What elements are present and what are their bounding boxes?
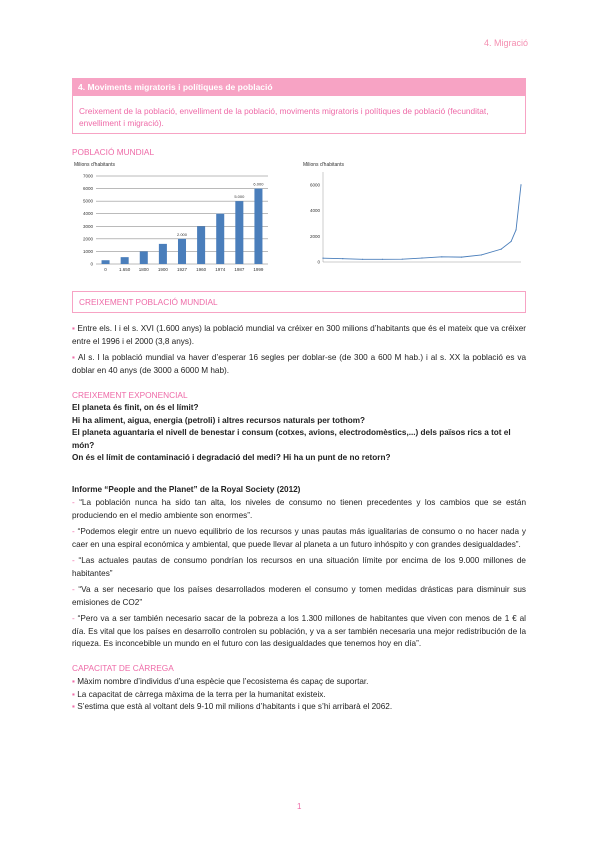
y-tick-label: 4000 <box>309 208 320 214</box>
bar <box>197 226 205 264</box>
data-point <box>402 259 403 260</box>
topic-subtitle: Creixement de la població, envelliment de la població, moviments migratoris i polítiques de població (fecunditat, envelliment i migració). <box>72 96 526 134</box>
creixement-list <box>72 323 526 377</box>
informe-quotes <box>72 497 526 651</box>
data-label: 5.000 <box>234 194 245 200</box>
y-tick-label: 0 <box>90 261 93 267</box>
x-tick-label: 1987 <box>234 267 245 272</box>
informe-title: Informe “People and the Planet” de la Royal Society (2012) <box>72 485 301 494</box>
data-point <box>421 257 422 258</box>
y-tick-label: 5000 <box>82 198 93 204</box>
bar-chart <box>72 158 272 278</box>
bar <box>102 260 110 264</box>
bar <box>121 257 129 264</box>
page-number: 1 <box>297 802 302 811</box>
poblacio-mundial-heading: POBLACIÓ MUNDIAL <box>72 147 155 157</box>
topic-title: 4. Moviments migratoris i polítiques de població <box>72 78 526 96</box>
bar <box>178 239 186 264</box>
data-point <box>501 249 502 250</box>
quote-item: - “Va a ser necesario que los países desarrollados moderen el consumo y tomen medidas drásticas para disminuir sus emisiones de CO2” <box>72 585 526 607</box>
y-tick-label: 1000 <box>82 248 93 254</box>
y-tick-label: 7000 <box>82 173 93 179</box>
carrega-list <box>72 676 526 714</box>
y-tick-label: 6000 <box>82 186 93 192</box>
y-tick-label: 3000 <box>82 223 93 229</box>
x-tick-label: 1.650 <box>119 267 131 272</box>
bar-chart-title: Milions d'habitants <box>74 162 115 168</box>
bar <box>254 189 262 264</box>
bar <box>216 214 224 264</box>
data-point <box>441 256 442 257</box>
quote-item: - “Las actuales pautas de consumo pondrían los recursos en una situación límite por encima de los 9.000 millones de habitantes” <box>72 556 526 578</box>
x-tick-label: 0 <box>104 267 107 272</box>
list-item: El planeta és finit, on és el límit? <box>72 403 199 412</box>
exponencial-heading: CREIXEMENT EXPONENCIAL <box>72 390 188 400</box>
data-point <box>520 184 521 185</box>
data-point <box>461 257 462 258</box>
exponencial-lines <box>72 402 526 465</box>
line-chart-title: Milions d'habitants <box>303 162 344 168</box>
list-item: ▪ Entre els. I i el s. XVI (1.600 anys) la població mundial va créixer en 300 milions d’habitants que és el mateix que va créixer entre el 1996 i el 2000 (3,8 anys). <box>72 324 526 346</box>
list-item: ▪ S’estima que està al voltant dels 9-10 mil milions d’habitants i que s’hi arribarà el 2062. <box>72 702 393 711</box>
data-point <box>322 258 323 259</box>
list-item: On és el límit de contaminació i degradació del medi? Hi ha un punt de no retorn? <box>72 453 391 462</box>
list-item: Hi ha aliment, aigua, energia (petroli) i altres recursos naturals per tothom? <box>72 415 365 425</box>
creixement-heading: CREIXEMENT POBLACIÓ MUNDIAL <box>72 291 526 313</box>
carrega-heading: CAPACITAT DE CÀRREGA <box>72 663 174 673</box>
bar <box>235 201 243 264</box>
y-tick-label: 2000 <box>309 233 320 239</box>
quote-item: - “La población nunca ha sido tan alta, los niveles de consumo no tienen precedentes y los cambios que se están produciendo en el medio ambiente son enormes”. <box>72 498 526 520</box>
line-chart <box>297 158 529 278</box>
data-point <box>515 229 516 230</box>
x-tick-label: 1927 <box>176 267 188 272</box>
series-line <box>323 185 521 259</box>
x-tick-label: 1960 <box>196 267 207 272</box>
data-label: 2.000 <box>176 231 188 237</box>
data-point <box>382 259 383 260</box>
data-label: 6.000 <box>253 181 264 187</box>
y-tick-label: 0 <box>317 259 320 265</box>
data-point <box>511 241 512 242</box>
y-tick-label: 2000 <box>82 236 93 242</box>
y-tick-label: 6000 <box>309 182 320 188</box>
data-point <box>342 258 343 259</box>
quote-item: - “Pero va a ser también necesario sacar de la pobreza a los 1.300 millones de habitantes que viven con menos de 1 € al día. Es vital que los países en desarrollo controlen su población, y va a ser también necesaria una mejor redistribución de la riqueza. Es inconcebible un mundo en el futuro con las desigualdades que tenemos hoy en día”. <box>72 614 526 648</box>
list-item: ▪ Al s. I la població mundial va haver d’esperar 16 segles per doblar-se (de 300 a 600 M hab.) i al s. XX la població es va doblar en 40 anys (de 3000 a 6000 M hab). <box>72 353 526 375</box>
data-point <box>362 259 363 260</box>
x-tick-label: 1800 <box>138 267 149 272</box>
list-item: El planeta aguantaria el nivell de benestar i consum (cotxes, avions, electrodomèstics,...) dels països rics a tot el món? <box>72 428 511 450</box>
y-tick-label: 4000 <box>82 211 93 217</box>
x-tick-label: 1999 <box>253 267 264 272</box>
quote-item: - “Podemos elegir entre un nuevo equilibrio de los recursos y unas pautas más igualitarias de consumo o no hacer nada y caer en una espiral económica y ambiental, que puede llevar al planeta a un futuro inhóspito y con grandes desigualdades”. <box>72 527 526 549</box>
header-section: 4. Migració <box>483 38 528 48</box>
data-point <box>481 254 482 255</box>
list-item: ▪ La capacitat de càrrega màxima de la terra per la humanitat existeix. <box>72 689 326 699</box>
bar <box>140 251 148 264</box>
x-tick-label: 1974 <box>215 267 226 272</box>
x-tick-label: 1900 <box>157 267 168 272</box>
bar <box>159 244 167 264</box>
list-item: ▪ Màxim nombre d’individus d’una espècie que l’ecosistema és capaç de suportar. <box>72 677 369 686</box>
